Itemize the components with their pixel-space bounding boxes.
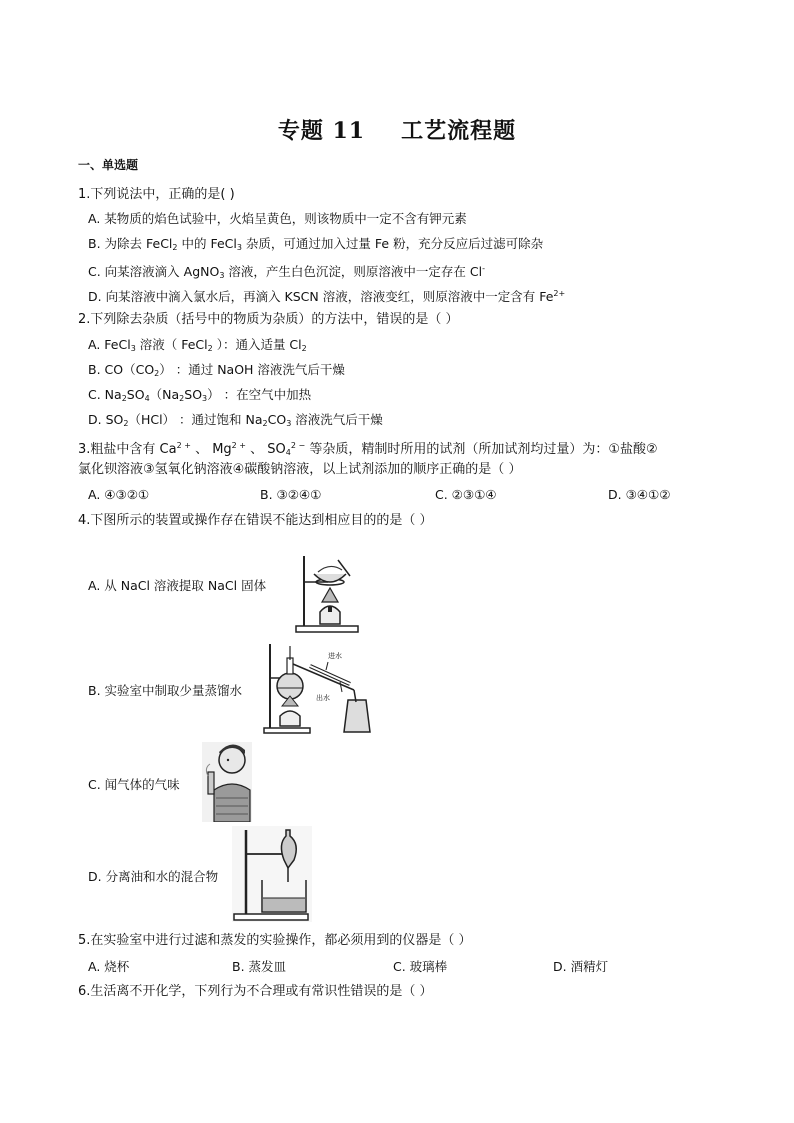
question-3-option-b: B. ③②④①: [260, 487, 322, 502]
question-1-option-c: C. 向某溶液滴入 AgNO$_3$ 溶液，产生白色沉淀，则原溶液中一定存在 Cl-: [88, 264, 485, 280]
question-2-option-a: A. FeCl$_3$ 溶液（ FeCl$_2$ ）：通入适量 $Cl_2$: [88, 337, 307, 353]
question-1-option-d: D. 向某溶液中滴入氯水后，再滴入 KSCN 溶液，溶液变红，则原溶液中一定含有 $Fe^{2+}$: [88, 289, 566, 304]
question-2-option-b: B. $CO(CO_2)$ ：通过 NaOH 溶液洗气后干燥: [88, 362, 345, 378]
title-part-2: 工艺流程题: [401, 118, 517, 144]
section-heading: 一、单选题: [78, 158, 139, 172]
separatory-funnel-figure: [232, 826, 312, 922]
water-out-label: 出水: [316, 694, 330, 702]
question-5-option-b: B. 蒸发皿: [232, 959, 287, 974]
question-5-option-a: A. 烧杯: [88, 959, 130, 974]
distillation-apparatus-figure: [262, 640, 378, 736]
question-2-option-d: D. $SO_2(HCl)$ ：通过饱和 $Na_2CO_3$ 溶液洗气后干燥: [88, 412, 383, 428]
question-4-stem: 4.下图所示的装置或操作存在错误不能达到相应目的的是（ ）: [78, 513, 433, 528]
question-5-stem: 5.在实验室中进行过滤和蒸发的实验操作，都必须用到的仪器是（ ）: [78, 933, 472, 948]
question-5-option-d: D. 酒精灯: [553, 959, 609, 974]
question-3-option-a: A. ④③②①: [88, 487, 150, 502]
question-4-option-c: C. 闻气体的气味: [88, 777, 180, 792]
page-title: [0, 114, 794, 145]
question-3-option-d: D. ③④①②: [608, 487, 671, 502]
smelling-gas-figure: [202, 742, 252, 822]
question-4-option-d: D. 分离油和水的混合物: [88, 869, 219, 884]
question-3-line-1: 3.粗盐中含有 $Ca^{2 +}$ 、 $Mg^{2 +}$ 、 $SO_4^{2 -}$ 等杂质，精制时所用的试剂（所加试剂均过量）为：①盐酸②: [78, 441, 658, 457]
question-3-line-2: 氯化钡溶液③氢氧化钠溶液④碳酸钠溶液，以上试剂添加的顺序正确的是（ ）: [78, 462, 522, 477]
question-1-stem: 1.下列说法中，正确的是( ): [78, 187, 235, 202]
question-4-option-b: B. 实验室中制取少量蒸馏水: [88, 683, 243, 698]
water-in-label: 进水: [328, 652, 342, 660]
title-part-1: 专题 11: [277, 118, 366, 144]
question-3-option-c: C. ②③①④: [435, 487, 497, 502]
question-6-stem: 6.生活离不开化学，下列行为不合理或有常识性错误的是（ ）: [78, 984, 433, 999]
evaporation-apparatus-figure: [292, 552, 370, 636]
question-4-option-a: A. 从 NaCl 溶液提取 NaCl 固体: [88, 578, 267, 593]
question-2-option-c: C. $Na_2SO_4(Na_2SO_3)$ ：在空气中加热: [88, 387, 312, 403]
question-1-option-b: B. 为除去 FeCl$_2$ 中的 FeCl$_3$ 杂质，可通过加入过量 Fe 粉，充分反应后过滤可除杂: [88, 236, 544, 252]
question-5-option-c: C. 玻璃棒: [393, 959, 448, 974]
question-2-stem: 2.下列除去杂质（括号中的物质为杂质）的方法中，错误的是（ ）: [78, 312, 459, 327]
question-1-option-a: A. 某物质的焰色试验中，火焰呈黄色，则该物质中一定不含有钾元素: [88, 211, 467, 226]
